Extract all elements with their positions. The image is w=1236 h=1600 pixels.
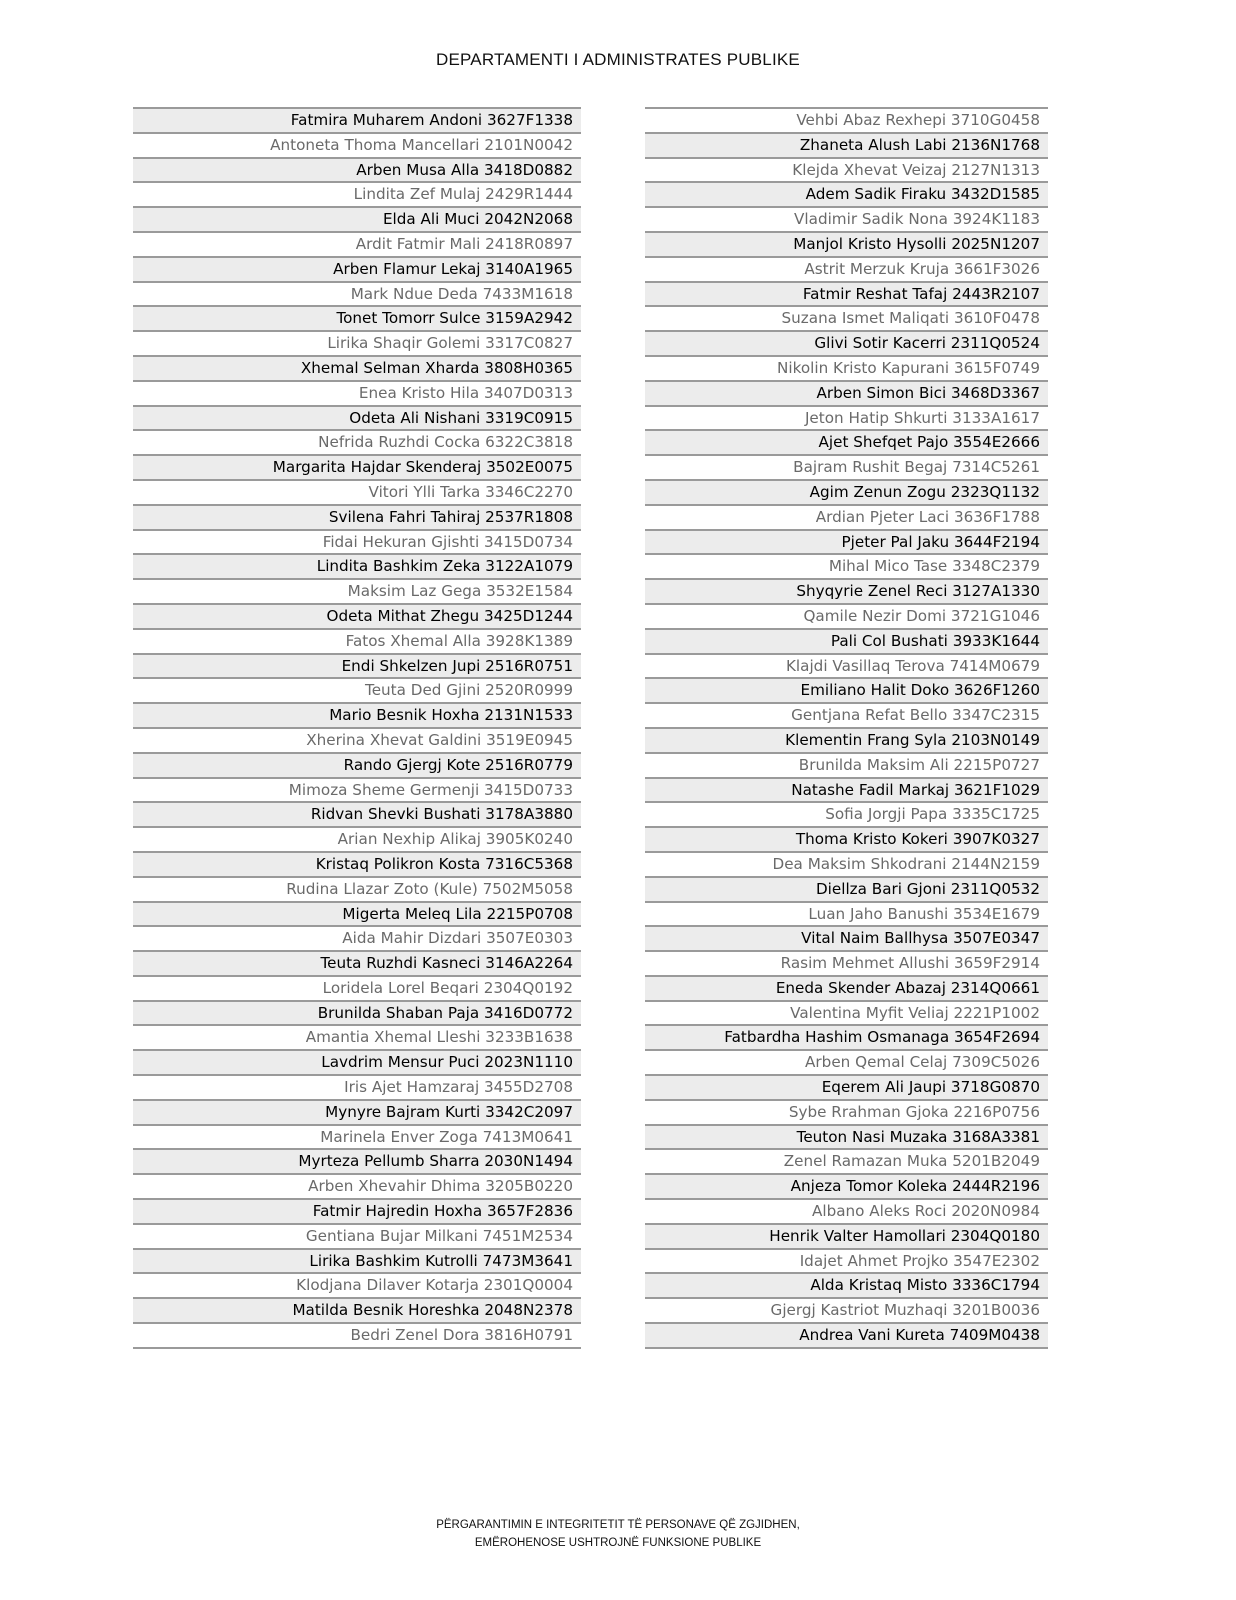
footer-line-1: PËRGARANTIMIN E INTEGRITETIT TË PERSONAVE QË ZGJIDHEN, bbox=[436, 1519, 800, 1531]
list-row: Pjeter Pal Jaku 3644F2194 bbox=[645, 531, 1048, 556]
list-row: Teuton Nasi Muzaka 3168A3381 bbox=[645, 1126, 1048, 1151]
list-row: Fidai Hekuran Gjishti 3415D0734 bbox=[133, 531, 581, 556]
list-row: Arben Xhevahir Dhima 3205B0220 bbox=[133, 1175, 581, 1200]
list-row: Maksim Laz Gega 3532E1584 bbox=[133, 580, 581, 605]
list-row: Dea Maksim Shkodrani 2144N2159 bbox=[645, 853, 1048, 878]
page-title: DEPARTAMENTI I ADMINISTRATES PUBLIKE bbox=[436, 50, 800, 69]
list-row: Enea Kristo Hila 3407D0313 bbox=[133, 382, 581, 407]
list-row: Marinela Enver Zoga 7413M0641 bbox=[133, 1126, 581, 1151]
list-row: Brunilda Maksim Ali 2215P0727 bbox=[645, 754, 1048, 779]
list-row: Arben Musa Alla 3418D0882 bbox=[133, 159, 581, 184]
list-row: Nikolin Kristo Kapurani 3615F0749 bbox=[645, 357, 1048, 382]
list-row: Lavdrim Mensur Puci 2023N1110 bbox=[133, 1051, 581, 1076]
list-row: Jeton Hatip Shkurti 3133A1617 bbox=[645, 407, 1048, 432]
list-row: Lindita Bashkim Zeka 3122A1079 bbox=[133, 555, 581, 580]
list-row: Arben Qemal Celaj 7309C5026 bbox=[645, 1051, 1048, 1076]
list-row: Svilena Fahri Tahiraj 2537R1808 bbox=[133, 506, 581, 531]
list-row: Sofia Jorgji Papa 3335C1725 bbox=[645, 803, 1048, 828]
list-row: Vehbi Abaz Rexhepi 3710G0458 bbox=[645, 109, 1048, 134]
list-row: Ajet Shefqet Pajo 3554E2666 bbox=[645, 431, 1048, 456]
list-row: Arben Simon Bici 3468D3367 bbox=[645, 382, 1048, 407]
list-row: Klejda Xhevat Veizaj 2127N1313 bbox=[645, 159, 1048, 184]
list-row: Migerta Meleq Lila 2215P0708 bbox=[133, 903, 581, 928]
list-row: Qamile Nezir Domi 3721G1046 bbox=[645, 605, 1048, 630]
list-row: Mihal Mico Tase 3348C2379 bbox=[645, 555, 1048, 580]
list-row: Vital Naim Ballhysa 3507E0347 bbox=[645, 927, 1048, 952]
list-row: Alda Kristaq Misto 3336C1794 bbox=[645, 1274, 1048, 1299]
list-row: Lirika Bashkim Kutrolli 7473M3641 bbox=[133, 1250, 581, 1275]
list-row: Fatmira Muharem Andoni 3627F1338 bbox=[133, 109, 581, 134]
list-row: Gjergj Kastriot Muzhaqi 3201B0036 bbox=[645, 1299, 1048, 1324]
list-row: Mynyre Bajram Kurti 3342C2097 bbox=[133, 1101, 581, 1126]
list-row: Arian Nexhip Alikaj 3905K0240 bbox=[133, 828, 581, 853]
right-name-list bbox=[645, 107, 1048, 1349]
list-row: Margarita Hajdar Skenderaj 3502E0075 bbox=[133, 456, 581, 481]
list-row: Klajdi Vasillaq Terova 7414M0679 bbox=[645, 655, 1048, 680]
list-row: Teuta Ded Gjini 2520R0999 bbox=[133, 679, 581, 704]
list-row: Anjeza Tomor Koleka 2444R2196 bbox=[645, 1175, 1048, 1200]
list-row: Ardit Fatmir Mali 2418R0897 bbox=[133, 233, 581, 258]
list-row: Rando Gjergj Kote 2516R0779 bbox=[133, 754, 581, 779]
list-row: Eqerem Ali Jaupi 3718G0870 bbox=[645, 1076, 1048, 1101]
list-row: Zhaneta Alush Labi 2136N1768 bbox=[645, 134, 1048, 159]
list-row: Nefrida Ruzhdi Cocka 6322C3818 bbox=[133, 431, 581, 456]
footer bbox=[0, 1516, 1236, 1552]
list-row: Zenel Ramazan Muka 5201B2049 bbox=[645, 1150, 1048, 1175]
list-row: Bajram Rushit Begaj 7314C5261 bbox=[645, 456, 1048, 481]
list-row: Fatmir Hajredin Hoxha 3657F2836 bbox=[133, 1200, 581, 1225]
list-row: Loridela Lorel Beqari 2304Q0192 bbox=[133, 977, 581, 1002]
list-row: Myrteza Pellumb Sharra 2030N1494 bbox=[133, 1150, 581, 1175]
list-row: Klementin Frang Syla 2103N0149 bbox=[645, 729, 1048, 754]
footer-line-2: EMËROHENOSE USHTROJNË FUNKSIONE PUBLIKE bbox=[474, 1537, 762, 1549]
list-row: Mario Besnik Hoxha 2131N1533 bbox=[133, 704, 581, 729]
list-row: Emiliano Halit Doko 3626F1260 bbox=[645, 679, 1048, 704]
list-row: Pali Col Bushati 3933K1644 bbox=[645, 630, 1048, 655]
list-row: Glivi Sotir Kacerri 2311Q0524 bbox=[645, 332, 1048, 357]
list-row: Bedri Zenel Dora 3816H0791 bbox=[133, 1324, 581, 1349]
list-row: Klodjana Dilaver Kotarja 2301Q0004 bbox=[133, 1274, 581, 1299]
list-row: Gentjana Refat Bello 3347C2315 bbox=[645, 704, 1048, 729]
list-row: Aida Mahir Dizdari 3507E0303 bbox=[133, 927, 581, 952]
list-row: Eneda Skender Abazaj 2314Q0661 bbox=[645, 977, 1048, 1002]
list-row: Xhemal Selman Xharda 3808H0365 bbox=[133, 357, 581, 382]
list-row: Suzana Ismet Maliqati 3610F0478 bbox=[645, 307, 1048, 332]
list-row: Mark Ndue Deda 7433M1618 bbox=[133, 283, 581, 308]
list-row: Gentiana Bujar Milkani 7451M2534 bbox=[133, 1225, 581, 1250]
list-row: Albano Aleks Roci 2020N0984 bbox=[645, 1200, 1048, 1225]
list-row: Elda Ali Muci 2042N2068 bbox=[133, 208, 581, 233]
list-row: Odeta Mithat Zhegu 3425D1244 bbox=[133, 605, 581, 630]
list-row: Teuta Ruzhdi Kasneci 3146A2264 bbox=[133, 952, 581, 977]
list-row: Henrik Valter Hamollari 2304Q0180 bbox=[645, 1225, 1048, 1250]
list-row: Vitori Ylli Tarka 3346C2270 bbox=[133, 481, 581, 506]
list-row: Lindita Zef Mulaj 2429R1444 bbox=[133, 183, 581, 208]
list-row: Idajet Ahmet Projko 3547E2302 bbox=[645, 1250, 1048, 1275]
list-row: Rasim Mehmet Allushi 3659F2914 bbox=[645, 952, 1048, 977]
list-row: Fatmir Reshat Tafaj 2443R2107 bbox=[645, 283, 1048, 308]
list-row: Natashe Fadil Markaj 3621F1029 bbox=[645, 779, 1048, 804]
list-row: Agim Zenun Zogu 2323Q1132 bbox=[645, 481, 1048, 506]
list-row: Astrit Merzuk Kruja 3661F3026 bbox=[645, 258, 1048, 283]
list-row: Ardian Pjeter Laci 3636F1788 bbox=[645, 506, 1048, 531]
list-row: Manjol Kristo Hysolli 2025N1207 bbox=[645, 233, 1048, 258]
list-row: Tonet Tomorr Sulce 3159A2942 bbox=[133, 307, 581, 332]
list-row: Luan Jaho Banushi 3534E1679 bbox=[645, 903, 1048, 928]
list-row: Diellza Bari Gjoni 2311Q0532 bbox=[645, 878, 1048, 903]
list-row: Ridvan Shevki Bushati 3178A3880 bbox=[133, 803, 581, 828]
list-row: Mimoza Sheme Germenji 3415D0733 bbox=[133, 779, 581, 804]
list-row: Brunilda Shaban Paja 3416D0772 bbox=[133, 1002, 581, 1027]
list-row: Kristaq Polikron Kosta 7316C5368 bbox=[133, 853, 581, 878]
list-row: Andrea Vani Kureta 7409M0438 bbox=[645, 1324, 1048, 1349]
list-row: Sybe Rrahman Gjoka 2216P0756 bbox=[645, 1101, 1048, 1126]
list-row: Xherina Xhevat Galdini 3519E0945 bbox=[133, 729, 581, 754]
list-row: Valentina Myfit Veliaj 2221P1002 bbox=[645, 1002, 1048, 1027]
list-row: Odeta Ali Nishani 3319C0915 bbox=[133, 407, 581, 432]
list-row: Rudina Llazar Zoto (Kule) 7502M5058 bbox=[133, 878, 581, 903]
list-row: Fatos Xhemal Alla 3928K1389 bbox=[133, 630, 581, 655]
list-row: Thoma Kristo Kokeri 3907K0327 bbox=[645, 828, 1048, 853]
list-row: Iris Ajet Hamzaraj 3455D2708 bbox=[133, 1076, 581, 1101]
list-row: Fatbardha Hashim Osmanaga 3654F2694 bbox=[645, 1026, 1048, 1051]
list-row: Shyqyrie Zenel Reci 3127A1330 bbox=[645, 580, 1048, 605]
list-row: Antoneta Thoma Mancellari 2101N0042 bbox=[133, 134, 581, 159]
list-row: Lirika Shaqir Golemi 3317C0827 bbox=[133, 332, 581, 357]
list-row: Matilda Besnik Horeshka 2048N2378 bbox=[133, 1299, 581, 1324]
list-row: Adem Sadik Firaku 3432D1585 bbox=[645, 183, 1048, 208]
list-row: Amantia Xhemal Lleshi 3233B1638 bbox=[133, 1026, 581, 1051]
list-row: Vladimir Sadik Nona 3924K1183 bbox=[645, 208, 1048, 233]
list-row: Endi Shkelzen Jupi 2516R0751 bbox=[133, 655, 581, 680]
left-name-list bbox=[133, 107, 581, 1349]
list-row: Arben Flamur Lekaj 3140A1965 bbox=[133, 258, 581, 283]
